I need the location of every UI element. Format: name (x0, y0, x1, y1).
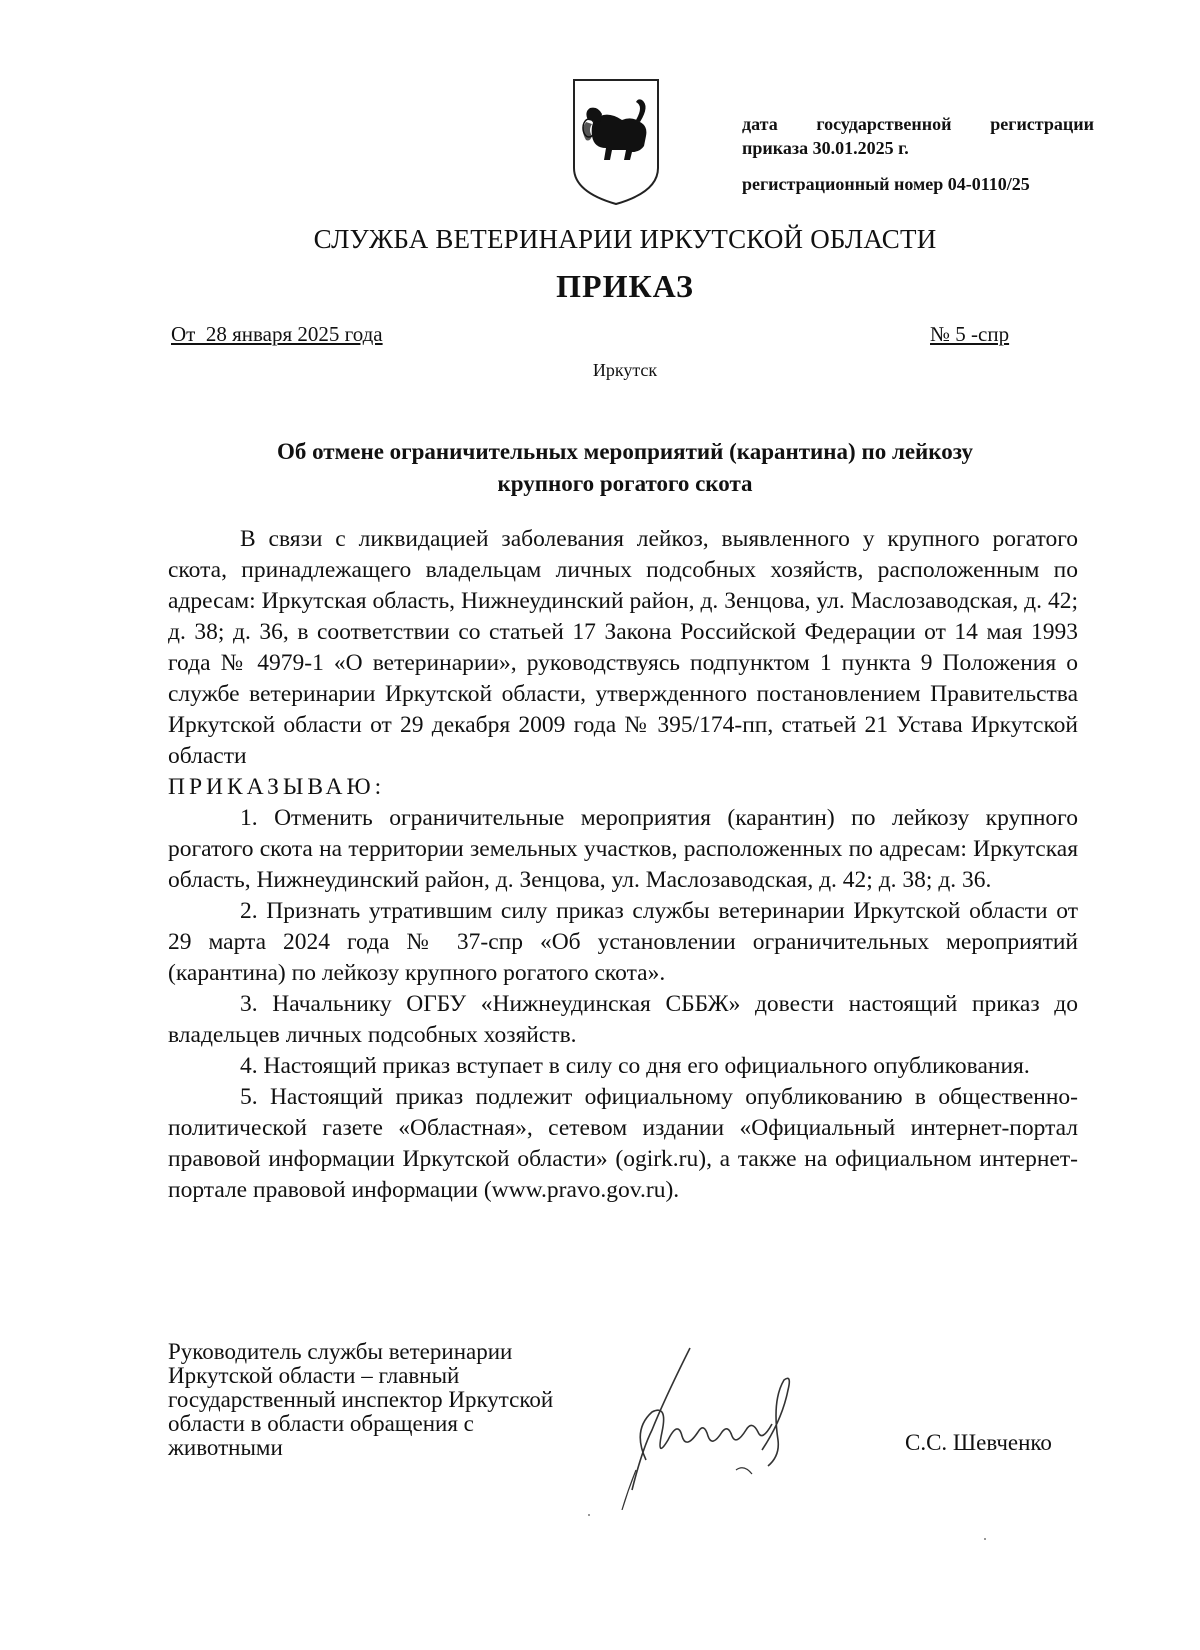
signer-name: С.С. Шевченко (905, 1430, 1052, 1455)
order-number: № 5 -спр (930, 322, 1010, 346)
order-body (168, 524, 1078, 1206)
orders-word: ПРИКАЗЫВАЮ: (168, 774, 386, 800)
order-item: 2. Признать утратившим силу приказ службы ветеринарии Иркутской области от 29 марта 2024 года № 37-спр «Об установлении ограничительных мероприятий (карантина) по лейкозу крупного рогатого скота». (168, 898, 1078, 986)
document-type: ПРИКАЗ (556, 268, 694, 304)
order-item: 1. Отменить ограничительные мероприятия (карантин) по лейкозу крупного рогатого скота на территории земельных участков, расположенных по адресам: Иркутская область, Нижнеудинский район, д. Зенцова, ул. Маслозаводская, д. 42; д. 38; д. 36. (168, 805, 1078, 893)
scan-speck (984, 1538, 986, 1540)
handwritten-signature (612, 1340, 822, 1510)
registration-date-label: дата государственной регистрации (742, 114, 1094, 134)
coat-of-arms-icon (570, 76, 662, 208)
order-item: 4. Настоящий приказ вступает в силу со дня его официального опубликования. (240, 1053, 1030, 1079)
preamble: В связи с ликвидацией заболевания лейкоз, выявленного у крупного рогатого скота, принадлежащего владельцам личных подсобных хозяйств, расположенным по адресам: Иркутская область, Нижнеудинский район, д. Зенцова, ул. Маслозаводская, д. 42; д. 38; д. 36, в соответствии со статьей 17 Закона Российской Федерации от 14 мая 1993 года № 4979-1 «О ветеринарии», руководствуясь подпунктом 1 пункта 9 Положения о службе ветеринарии Иркутской области, утвержденного постановлением Правительства Иркутской области от 29 декабря 2009 года № 395/174-пп, статьей 21 Устава Иркутской области (168, 526, 1078, 769)
title-line: Об отмене ограничительных мероприятий (карантина) по лейкозу (276, 439, 974, 464)
title-line: крупного рогатого скота (497, 471, 753, 496)
agency-name: СЛУЖБА ВЕТЕРИНАРИИ ИРКУТСКОЙ ОБЛАСТИ (313, 224, 937, 254)
order-item: 3. Начальнику ОГБУ «Нижнеудинская СББЖ» довести настоящий приказ до владельцев личных подсобных хозяйств. (168, 991, 1078, 1048)
registration-info (742, 112, 1094, 196)
scan-speck (588, 1514, 590, 1516)
order-title (160, 436, 1090, 500)
order-item: 5. Настоящий приказ подлежит официальному опубликованию в общественно-политической газете «Областная», сетевом издании «Официальный интернет-портал правовой информации Иркутской области» (ogirk.ru), а также на официальном интернет-портале правовой информации (www.pravo.gov.ru). (168, 1084, 1078, 1203)
city: Иркутск (592, 360, 658, 380)
signer-position: Руководитель службы ветеринарии Иркутской области – главный государственный инспектор Иркутской области в области обращения с животными (168, 1339, 554, 1460)
registration-date: приказа 30.01.2025 г. (742, 138, 909, 158)
order-date: От 28 января 2025 года (171, 322, 383, 346)
registration-number: регистрационный номер 04-0110/25 (742, 174, 1030, 194)
